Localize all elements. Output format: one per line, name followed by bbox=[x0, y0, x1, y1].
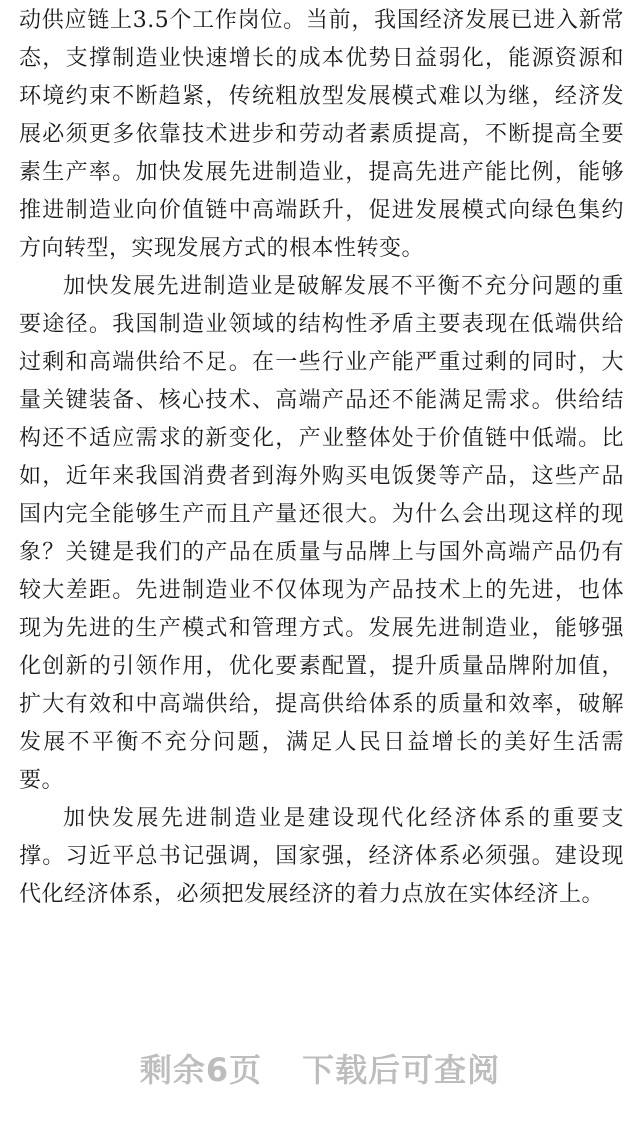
document-body bbox=[19, 2, 624, 914]
download-banner[interactable] bbox=[0, 1040, 640, 1096]
paragraph-1: 动供应链上3.5个工作岗位。当前，我国经济发展已进入新常态，支撑制造业快速增长的成本优势日益弱化，能源资源和环境约束不断趋紧，传统粗放型发展模式难以为继，经济发展必须更多依靠技术进步和劳动者素质提高，不断提高全要素生产率。加快发展先进制造业，提高先进产能比例，能够推进制造业向价值链中高端跃升，促进发展模式向绿色集约方向转型，实现发展方式的根本性转变。 bbox=[19, 8, 624, 261]
paragraph-3: 加快发展先进制造业是建设现代化经济体系的重要支撑。习近平总书记强调，国家强，经济体系必须强。建设现代化经济体系，必须把发展经济的着力点放在实体经济上。 bbox=[19, 806, 624, 907]
download-prompt-label[interactable]: 下载后可查阅 bbox=[302, 1051, 501, 1089]
remaining-pages-label[interactable]: 剩余6页 bbox=[139, 1051, 263, 1089]
paragraph-2: 加快发展先进制造业是破解发展不平衡不充分问题的重要途径。我国制造业领域的结构性矛盾主要表现在低端供给过剩和高端供给不足。在一些行业产能严重过剩的同时，大量关键装备、核心技术、高端产品还不能满足需求。供给结构还不适应需求的新变化，产业整体处于价值链中低端。比如，近年来我国消费者到海外购买电饭煲等产品，这些产品国内完全能够生产而且产量还很大。为什么会出现这样的现象？关键是我们的产品在质量与品牌上与国外高端产品仍有较大差距。先进制造业不仅体现为产品技术上的先进，也体现为先进的生产模式和管理方式。发展先进制造业，能够强化创新的引领作用，优化要素配置，提升质量品牌附加值，扩大有效和中高端供给，提高供给体系的质量和效率，破解发展不平衡不充分问题，满足人民日益增长的美好生活需要。 bbox=[19, 274, 624, 793]
